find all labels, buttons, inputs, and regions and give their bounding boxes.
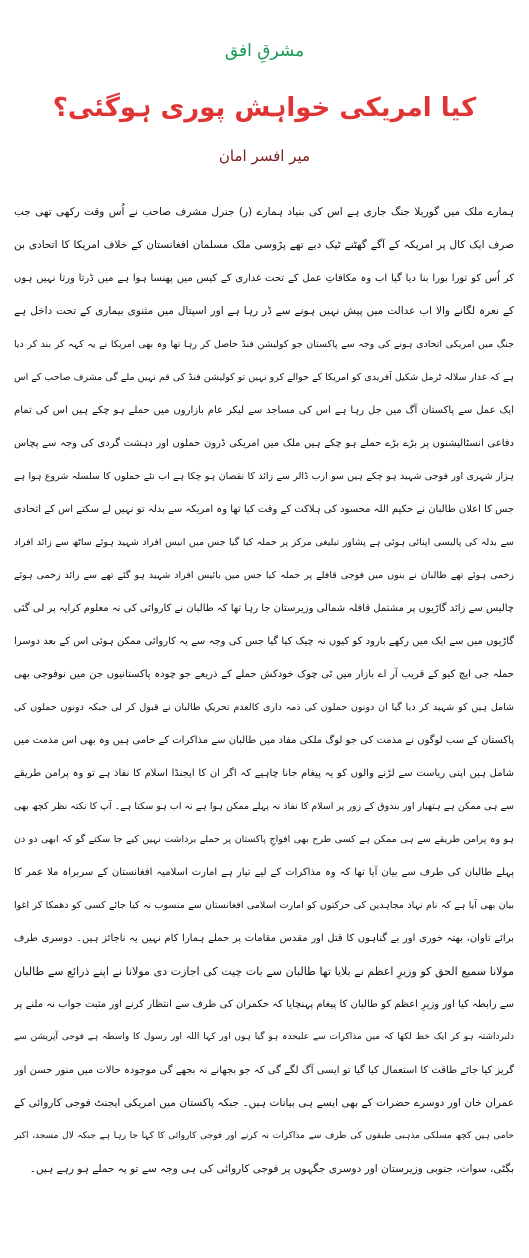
body-line: حملہ جی ایچ کیو کے قریب آر اے بازار میں ٹی چوک خودکش حملے کے ذریعے جو چودہ پاکستانیوں جن میں نوفوجی بھی <box>14 669 514 680</box>
author-byline: میر افسر امان <box>218 147 311 165</box>
body-line: مولانا سمیع الحق کو وزیرِ اعظم نے بلایا تھا طالبان سے بات چیت کی اجازت دی مولانا نے اپنے ذرائع سے طالبان <box>14 965 514 978</box>
body-line: جس کا اعلان طالبان نے حکیم اللہ محسود کی ہلاکت کے وقت کیا تھا وہ امریکہ سے بدلہ تو نہیں لے سکتے اس کے اتحادی <box>14 504 514 515</box>
body-line: سے بدلہ کی پالیسی اپنائی ہوئی ہے پشاور تبلیغی مرکز پر حملہ کیا گیا جس میں انیس افراد شہید ہوئے ساٹھ سے زائد افراد <box>14 537 514 548</box>
body-line: ہمارے ملک میں گوریلا جنگ جاری ہے اس کی بنیاد ہمارے (ر) جنرل مشرف صاحب نے اُس وقت رکھی تھی جب <box>14 206 514 218</box>
body-line: سے ہی ممکن ہے ہتھیار اور بندوق کے زور پر اسلام کا نفاذ نہ پہلے ممکن ہوا ہے نہ اب ہو سکتا ہے۔ آپ کا نکتہ نظر کچھ بھی <box>14 801 514 812</box>
body-line: ایک عمل سے پاکستان آگ میں جل رہا ہے اس کی مساجد سے لیکر عام بازاروں میں حملے ہو چکے ہیں اس کی تمام <box>14 405 514 416</box>
body-line: شامل ہیں اپنی ریاست سے لڑنے والوں کو یہ پیغام جانا چاہیے کہ اگر ان کا ایجنڈا اسلام کا نفاذ ہے تو وہ پرامن طریقے <box>14 768 514 779</box>
body-line: گریز کیا جائے طاقت کا استعمال کیا گیا تو ایسی آگ لگے گی کہ جو بجھانے نہ بجھے گی موجودہ حالات میں منور حسن اور <box>14 1065 514 1076</box>
body-line: جنگ میں امریکی اتحادی ہونے کی وجہ سے پاکستان جو کولیشن فنڈ حاصل کر رہا تھا وہ بھی امریکا نے یہ کہہ کر بند کر دیا <box>14 339 514 350</box>
body-line: گاڑیوں میں سے ایک میں رکھے بارود کو کیوں نہ چیک کیا گیا جس کی وجہ سے یہ کاروائی ممکن ہوئی اس کے بعد دوسرا <box>14 636 514 647</box>
body-line: عمران خان اور دوسرے حضرات کے بھی ایسے ہی بیانات ہیں۔ جبکہ پاکستان میں امریکی ایجنٹ فوجی کاروائی کے <box>14 1097 514 1109</box>
body-line: ہے کہ غدار سلالہ ٹرمل شکیل آفریدی کو امریکا کے حوالے کرو نہیں تو کولیشن فنڈ کی قم نہیں ملے گی مشرف صاحب کے اس <box>14 372 514 383</box>
body-line: کے نعرہ لگانے والا اب عدالت میں پیش نہیں ہونے سے ڈر رہا ہے اور اسپتال میں مثنوی بیماری کے تحت داخل ہے <box>14 305 514 317</box>
column-title: مشرقِ افق <box>224 41 305 61</box>
body-line: صرف ایک کال پر امریکہ کے آگے گھٹنے ٹیک دیے تھے پڑوسی ملک مسلمان افغانستان کے خلاف امریکا کا اتحادی بن <box>14 239 514 251</box>
body-line: کر اُس کو تورا بورا بنا دیا گیا اب وہ مکافاتِ عمل کے تحت غداری کے کیس میں پھنسا ہوا ہے میں ڈرتا ورتا نہیں ہوں <box>14 273 514 284</box>
body-line: دلبرداشتہ ہو کر ایک خط لکھا کہ میں مذاکرات سے علیحدہ ہو گیا ہوں اور کہا اللہ اور رسول کا واسطہ ہے فوجی آپریشن سے <box>14 1032 514 1042</box>
body-line: پاکستان کے سب لوگوں نے مذمت کی جو لوگ ملکی مفاد میں طالبان سے مذاکرات کے حامی ہیں وہ بھی اس مذمت میں <box>14 735 514 746</box>
body-line: پہلے طالبان کی طرف سے بیان آیا تھا کہ وہ مذاکرات کے لیے تیار ہے امارت اسلامیہ افغانستان کے سربراہ ملا عمر کا <box>14 867 514 878</box>
body-line: ہو وہ پرامن طریقے سے ہی ممکن ہے کسی طرح بھی افواجِ پاکستان پر حملے برداشت نہیں کیے جا سکتے گو کہ ابھی دو دن <box>14 834 514 845</box>
body-line: چالیس سے زائد گاڑیوں پر مشتمل قافلہ شمالی وزیرستان جا رہا تھا کہ طالبان نے کاروائی کی نہ معلوم کرایہ پر لی گئی <box>14 603 514 614</box>
body-line: بگٹی، سوات، جنوبی وزیرستان اور دوسری جگہوں پر فوجی کاروائی کی ہی وجہ سے تو یہ حملے ہو رہے ہیں۔ <box>29 1163 514 1175</box>
body-line: زخمی ہوئے تھے طالبان نے بنوں میں فوجی قافلے پر حملہ کیا جس میں بائیس افراد شہید ہو گئے تھے سے زائد زخمی ہوئے <box>14 570 514 581</box>
body-line: شامل ہیں کو شہید کر دیا گیا ان دونوں حملوں کی ذمہ داری کالعدم تحریکِ طالبان نے قبول کر لی جبکہ دونوں حملوں کی <box>14 702 514 713</box>
article-body <box>14 196 514 1186</box>
body-line: برائے تاوان، بھتہ خوری اور بے گناہوں کا قتل اور مقدس مقامات پر حملے ہمارا کام نہیں یہ ناجائز ہیں۔ دوسری طرف <box>14 933 514 944</box>
article-headline: کیا امریکی خواہش پوری ہوگئی؟ <box>52 93 477 123</box>
body-line: دفاعی انسٹالیشنوں پر بڑے بڑے حملے ہو چکے ہیں ملک میں امریکی ڈرون حملوں اور دہشت گردی کی وجہ سے پچاس <box>14 438 514 449</box>
body-line: حامی ہیں کچھ مسلکی مذہبی طبقوں کی طرف سے مذاکرات نہ کرنے اور فوجی کاروائی کا کہا جا رہا ہے جبکہ لال مسجد، اکبر <box>14 1131 514 1141</box>
body-line: بیان بھی آیا ہے کہ نام نہاد مجاہدین کی حرکتوں کو امارت اسلامی افغانستان سے منسوب نہ کیا جائے کسی کو دھمکا کر اغوا <box>14 900 514 911</box>
body-line: ہزار شہری اور فوجی شہید ہو چکے ہیں سو ارب ڈالر سے زائد کا نقصان ہو چکا ہے اب نئے حملوں کا سلسلہ شروع ہوا ہے <box>14 471 514 482</box>
body-line: سے رابطہ کیا اور وزیرِ اعظم کو طالبان کا پیغام پہنچایا کہ حکمران کی طرف سے انتظار کرنے اور مثبت جواب نہ ملنے پر <box>14 999 514 1010</box>
